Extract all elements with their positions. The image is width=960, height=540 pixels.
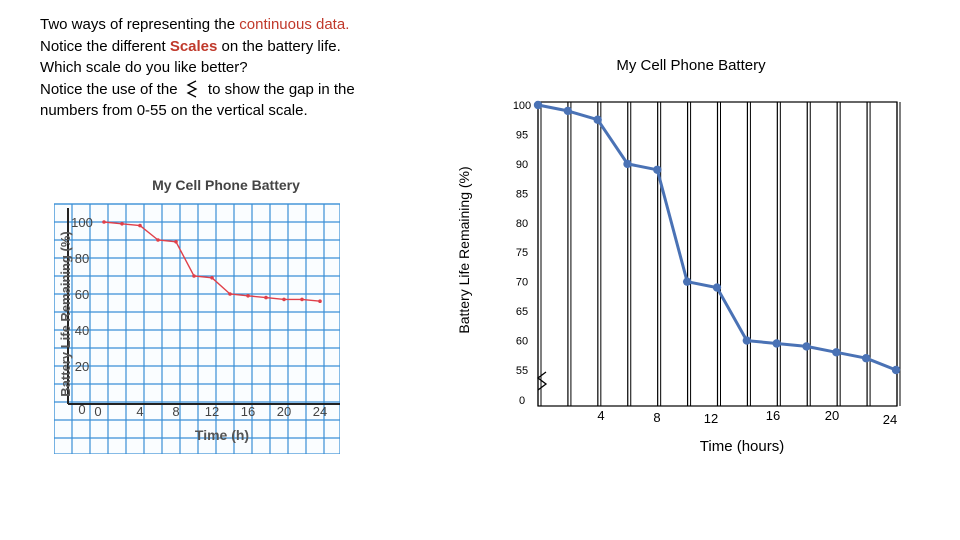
small-chart-data-point: [192, 274, 196, 278]
small-chart-x-tick-label: 4: [136, 404, 144, 419]
big-chart-y-tick-label: 90: [515, 158, 529, 171]
big-chart-data-point: [862, 354, 870, 362]
big-chart-data-point: [772, 339, 780, 347]
small-chart-y-tick-label: 60: [74, 287, 90, 302]
intro-line-4-text: Notice the use of the: [40, 80, 178, 98]
big-chart: [452, 48, 912, 468]
big-chart-x-tick-label: 24: [882, 412, 898, 427]
big-chart-y-tick-label: 55: [515, 365, 529, 377]
small-chart-data-point: [210, 276, 214, 280]
small-chart-data-point: [228, 292, 232, 296]
big-chart-y-tick-label: 95: [515, 129, 529, 142]
axis-break-icon: [182, 80, 204, 98]
intro-line-2-end: on the battery life.: [217, 37, 341, 55]
big-chart-data-point: [892, 366, 900, 374]
intro-line-1-text: Two ways of representing the: [40, 16, 240, 33]
small-chart-x-tick-label: 24: [312, 404, 328, 419]
small-chart-x-label: Time (h): [194, 427, 250, 443]
intro-line-2-text: Notice the different: [40, 37, 170, 55]
small-chart-x-tick-label: 0: [94, 404, 102, 419]
big-chart-data-point: [683, 277, 691, 285]
intro-line-1: [40, 14, 420, 36]
small-chart-data-point: [318, 299, 322, 303]
small-chart-y-tick-label: 20: [74, 359, 90, 374]
big-chart-y-tick-label: 60: [515, 335, 529, 348]
big-chart-x-tick-label: 20: [824, 408, 840, 423]
big-chart-data-point: [564, 107, 572, 115]
big-chart-data-point: [653, 166, 661, 174]
small-chart: [54, 172, 340, 454]
small-chart-y-tick-label: 40: [74, 323, 90, 338]
big-chart-data-point: [743, 336, 751, 344]
big-chart-y-tick-label: 70: [515, 276, 529, 289]
intro-line-4: [40, 79, 420, 101]
small-chart-y-tick-label: 80: [74, 251, 90, 266]
small-chart-data-point: [156, 238, 160, 242]
intro-line-3: Which scale do you like better?: [40, 59, 248, 76]
big-chart-x-tick-label: 8: [653, 410, 661, 425]
intro-line-5: numbers from 0-55 on the vertical scale.: [40, 102, 308, 119]
big-chart-title: My Cell Phone Battery: [616, 57, 766, 74]
intro-highlight-scales: Scales: [169, 37, 218, 55]
big-chart-y-tick-label: 0: [518, 395, 526, 407]
axis-break-icon: [538, 372, 546, 390]
small-chart-data-point: [300, 298, 304, 302]
big-chart-x-label: Time (hours): [699, 438, 785, 455]
small-chart-x-tick-label: 16: [240, 404, 256, 419]
big-chart-y-tick-label: 65: [515, 306, 529, 319]
big-chart-grid: [538, 102, 900, 406]
small-chart-data-point: [282, 298, 286, 302]
big-chart-y-label: Battery Life Remaining (%): [456, 166, 472, 334]
big-chart-data-point: [534, 101, 542, 109]
small-chart-title: My Cell Phone Battery: [152, 177, 300, 193]
big-chart-y-tick-label: 85: [515, 188, 529, 201]
intro-text: [40, 14, 420, 122]
big-chart-data-point: [623, 160, 631, 168]
intro-line-2: [40, 36, 420, 58]
small-chart-data-point: [102, 220, 106, 224]
big-chart-y-ticks: [513, 100, 531, 407]
big-chart-y-tick-label: 75: [515, 247, 529, 260]
big-chart-x-tick-label: 4: [597, 408, 605, 423]
small-chart-y-tick-label: 100: [71, 215, 93, 230]
big-chart-x-tick-label: 16: [765, 408, 781, 423]
small-chart-y-tick-label: 0: [78, 402, 86, 417]
small-chart-data-point: [246, 294, 250, 298]
small-chart-y-label: Battery Life Remaining (%): [58, 231, 73, 397]
small-chart-x-tick-label: 12: [204, 404, 220, 419]
small-chart-data-point: [264, 296, 268, 300]
big-chart-data-point: [802, 342, 810, 350]
small-chart-x-tick-label: 20: [276, 404, 292, 419]
big-chart-data-point: [713, 283, 721, 291]
big-chart-y-tick-label: 80: [515, 217, 529, 230]
intro-highlight-continuous: continuous data.: [239, 16, 350, 33]
big-chart-data-point: [832, 348, 840, 356]
small-chart-x-tick-label: 8: [172, 404, 180, 419]
small-chart-data-point: [138, 224, 142, 228]
big-chart-data-point: [593, 116, 601, 124]
small-chart-data-point: [120, 222, 124, 226]
big-chart-x-ticks: [597, 408, 897, 427]
intro-line-4-end: to show the gap in the: [203, 80, 355, 98]
big-chart-x-tick-label: 12: [703, 411, 719, 426]
big-chart-y-tick-label: 100: [512, 100, 532, 112]
small-chart-data-point: [174, 240, 178, 244]
